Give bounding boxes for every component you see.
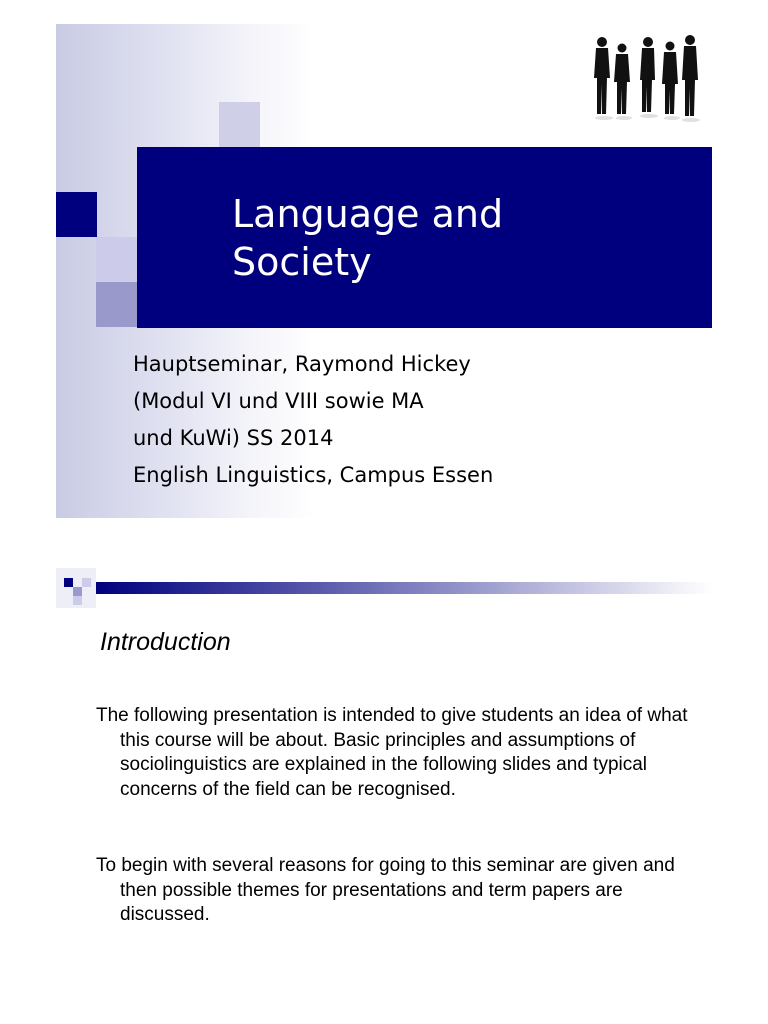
subtitle-line: English Linguistics, Campus Essen <box>133 463 494 487</box>
title-line-2: Society <box>232 240 372 284</box>
subtitle-line: Hauptseminar, Raymond Hickey <box>133 352 471 376</box>
deco-square <box>96 237 137 282</box>
section-heading: Introduction <box>100 628 231 656</box>
decorative-header-bar <box>56 568 712 608</box>
deco-square <box>96 282 137 327</box>
deco-square <box>56 192 97 237</box>
slide-title <box>232 190 592 286</box>
paragraph: To begin with several reasons for going to this seminar are given and then possible themes for presentations and term papers are discussed. <box>96 855 675 925</box>
subtitle-block <box>133 346 693 494</box>
title-slide <box>56 24 712 518</box>
people-silhouettes-icon <box>592 34 704 122</box>
title-line-1: Language and <box>232 192 504 236</box>
subtitle-line: und KuWi) SS 2014 <box>133 426 334 450</box>
subtitle-line: (Modul VI und VIII sowie MA <box>133 389 424 413</box>
introduction-slide <box>56 560 712 1000</box>
deco-square <box>219 102 260 147</box>
paragraph: The following presentation is intended to give students an idea of what this course will be about. Basic principles and assumptions of sociolinguistics are explained in the following slides and typical concerns of the field can be recognised. <box>96 705 688 800</box>
